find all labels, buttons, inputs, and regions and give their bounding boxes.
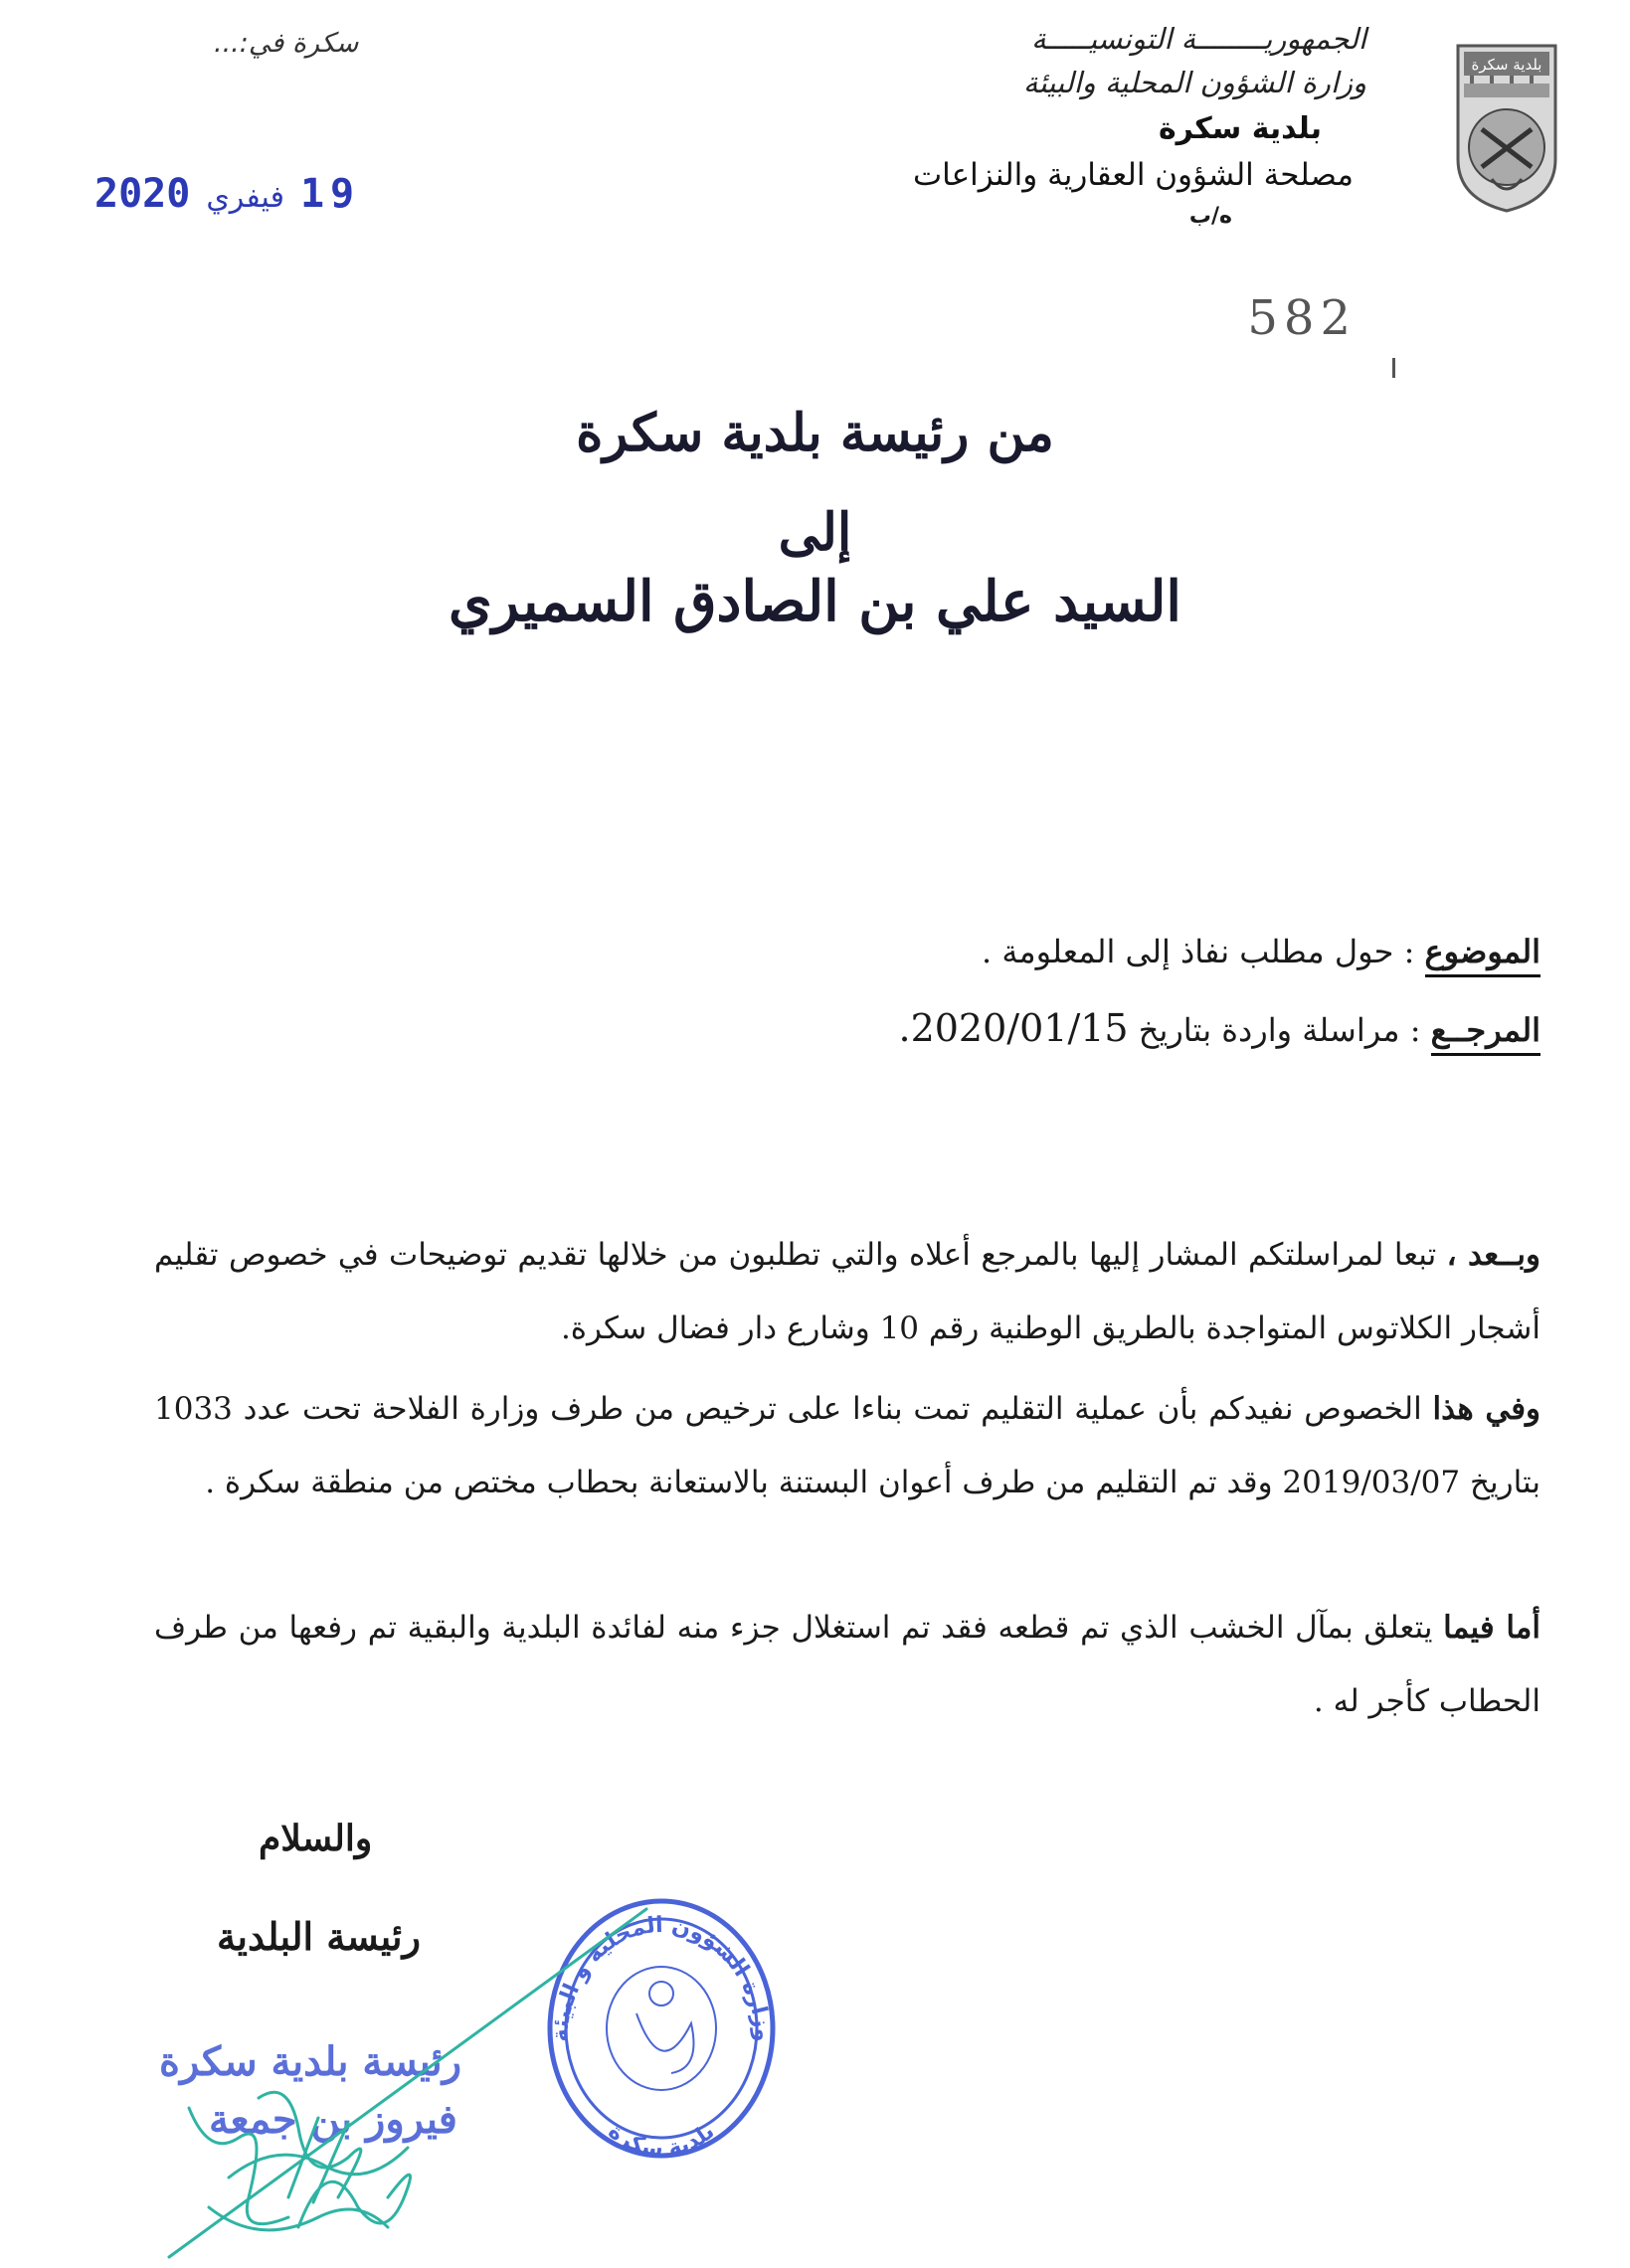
body-paragraph-3 <box>154 1591 1540 1738</box>
date-stamp-day: 19 <box>299 171 361 217</box>
date-stamp-month: فيفري <box>206 180 284 215</box>
margin-tick <box>1392 358 1395 378</box>
emblem-label: بلدية سكرة <box>1471 56 1542 74</box>
subject-text: حول مطلب نفاذ إلى المعلومة . <box>982 933 1394 970</box>
body-paragraph-2 <box>154 1372 1540 1519</box>
handwritten-signature <box>149 1899 706 2267</box>
reference-line: المرجــع : مراسلة واردة بتاريخ 2020/01/15. <box>898 1006 1540 1050</box>
seal-outer-text: وزارة الشؤون المحلية و البيئة <box>547 1912 776 2042</box>
name-stamp-line-2: فيروز بن جمعة <box>209 2096 457 2143</box>
paragraph-3-lead: أما فيما <box>1443 1610 1540 1646</box>
paragraph-1-lead: وبــعد ، <box>1446 1237 1540 1273</box>
document-number: 582 <box>1247 290 1357 346</box>
paragraph-3-text: يتعلق بمآل الخشب الذي تم قطعه فقد تم استغلال جزء منه لفائدة البلدية والبقية تم رفعها من طرف الحطاب كأجر له . <box>154 1610 1540 1719</box>
ministry-line: وزارة الشؤون المحلية والبيئة <box>1023 66 1366 99</box>
republic-line: الجمهوريــــــــة التونسيـــــة <box>1031 22 1366 56</box>
name-stamp-line-1: رئيسة بلدية سكرة <box>159 2038 462 2085</box>
seal-bottom-text: بلدية سكرة <box>603 2119 720 2163</box>
salutation: والسلام <box>259 1818 373 1859</box>
paragraph-1-text: تبعا لمراسلتكم المشار إليها بالمرجع أعلاه والتي تطلبون من خلالها تقديم توضيحات في خصوص تقليم أشجار الكلاتوس المتواجدة بالطريق الوطنية رقم 10 وشارع دار فضال سكرة. <box>154 1237 1540 1346</box>
municipality-emblem <box>1452 40 1561 214</box>
city-date-line: سكرة في:... <box>214 28 359 59</box>
municipality-line: بلدية سكرة <box>1158 111 1322 146</box>
to-title: إلى <box>778 502 852 563</box>
reference-text: مراسلة واردة بتاريخ <box>1138 1011 1400 1049</box>
date-stamp-year: 2020 <box>94 171 191 217</box>
reference-date: 2020/01/15. <box>898 1006 1129 1050</box>
recipient-title: السيد علي بن الصادق السميري <box>449 569 1181 634</box>
date-stamp <box>94 171 360 217</box>
signatory-title: رئيسة البلدية <box>217 1914 421 1959</box>
body-paragraph-1 <box>154 1218 1540 1365</box>
reference-code: ه/ب <box>1188 204 1232 229</box>
paragraph-2-lead: وفي هذا <box>1432 1391 1540 1427</box>
paragraph-2-text: الخصوص نفيدكم بأن عملية التقليم تمت بناءا على ترخيص من طرف وزارة الفلاحة تحت عدد 1033 بتاريخ 2019/03/07 وقد تم التقليم من طرف أعوان البستنة بالاستعانة بحطاب مختص من منطقة سكرة . <box>154 1391 1540 1500</box>
subject-label: الموضوع <box>1425 933 1540 977</box>
department-line: مصلحة الشؤون العقارية والنزاعات <box>913 157 1354 193</box>
subject-line: الموضوع : حول مطلب نفاذ إلى المعلومة . <box>982 933 1540 970</box>
sender-title: من رئيسة بلدية سكرة <box>576 403 1054 463</box>
reference-label: المرجــع <box>1431 1011 1540 1056</box>
